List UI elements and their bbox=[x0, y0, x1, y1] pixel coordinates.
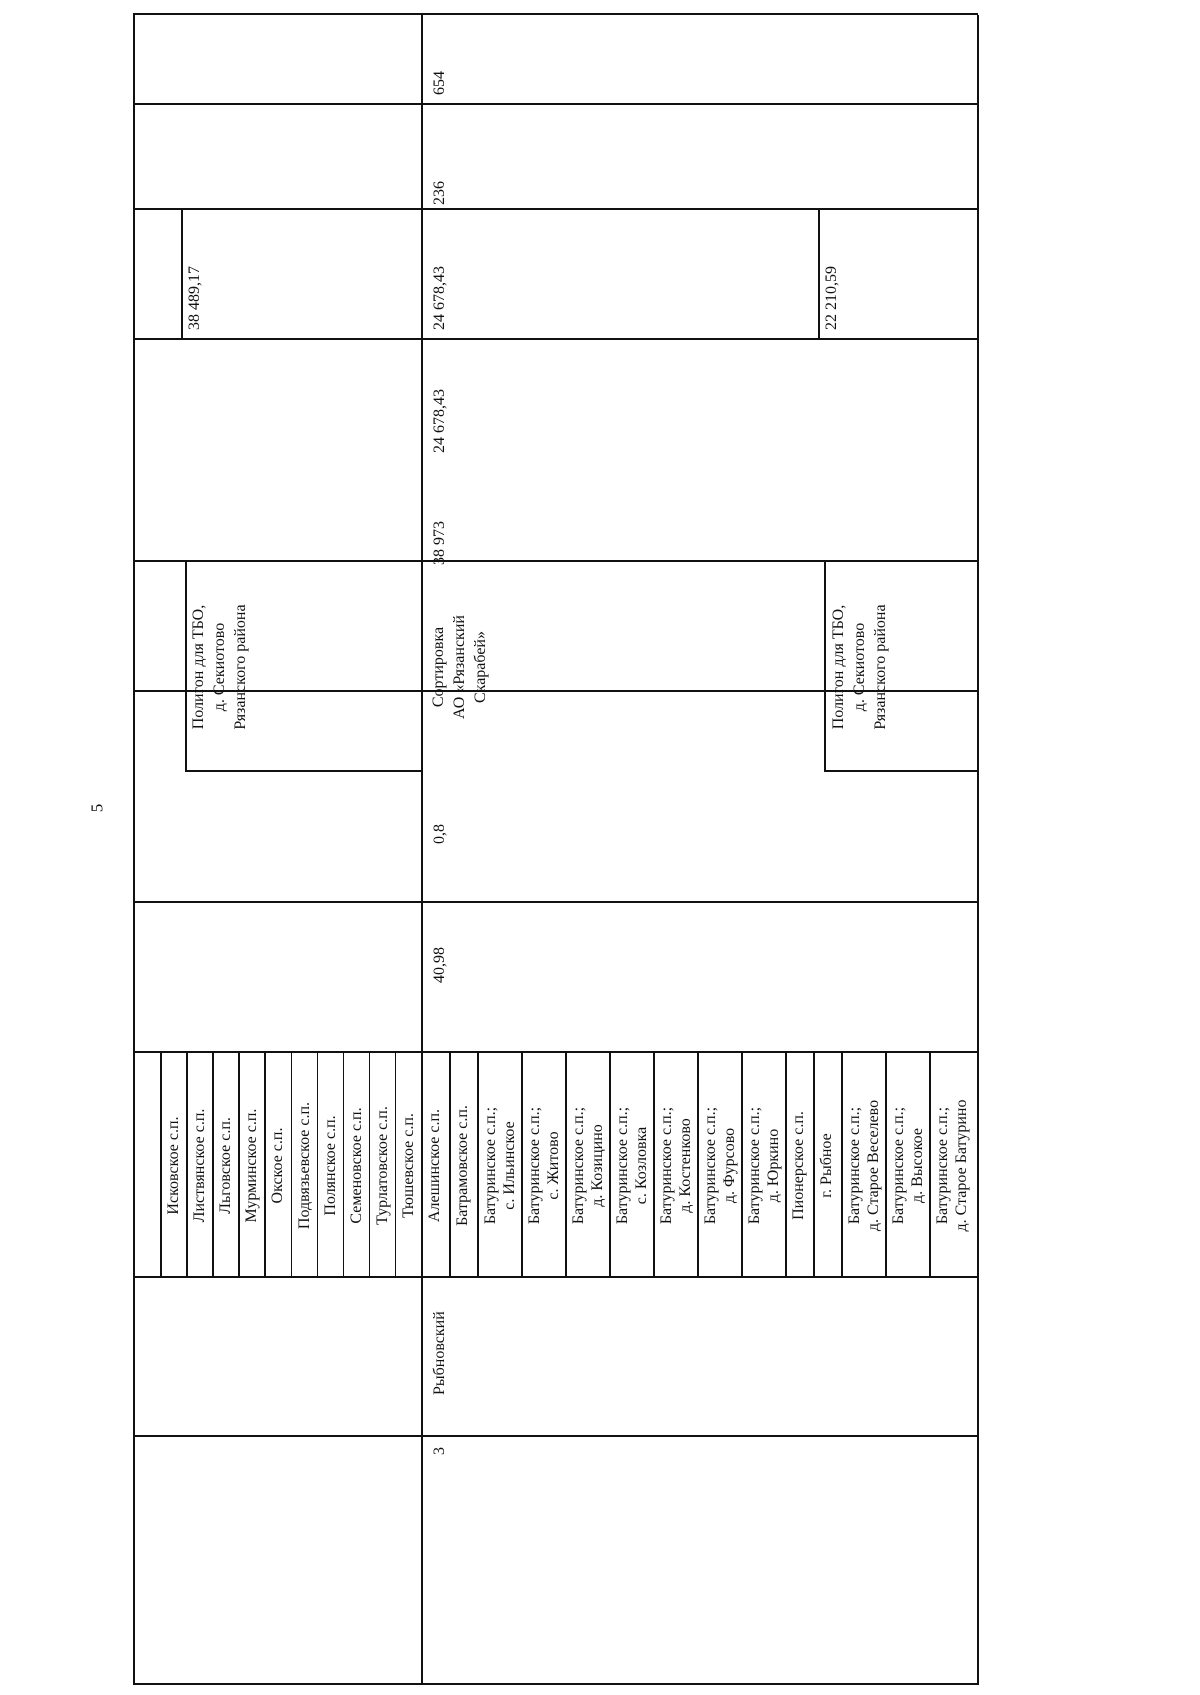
col-number-divider bbox=[133, 1436, 978, 1438]
row3-settlement-separator bbox=[449, 1053, 451, 1278]
row3-transferred-volume-1: 24 678,43 bbox=[431, 266, 448, 330]
row3-settlement-line: д. Костенково bbox=[677, 1118, 694, 1213]
prev-settlement-item: Семеновское с.п. bbox=[347, 1107, 365, 1224]
row3-settlement-line: Батуринское с.п.; bbox=[482, 1106, 499, 1225]
row3-settlement-line: Батуринское с.п.; bbox=[746, 1106, 763, 1225]
row3-sorted-volume: 24 678,43 bbox=[431, 389, 448, 453]
row3-settlement-line: д. Высокое bbox=[909, 1128, 926, 1203]
row3-settlement-separator bbox=[813, 1053, 815, 1278]
row3-settlement-separator bbox=[841, 1053, 843, 1278]
row-divider-group bbox=[421, 15, 423, 1685]
row3-settlement-item bbox=[657, 1058, 695, 1273]
row3-settlement-separator bbox=[785, 1053, 787, 1278]
row3-settlement-line: Батуринское с.п.; bbox=[526, 1106, 543, 1225]
row3-settlement-line: Батуринское с.п.; bbox=[702, 1106, 719, 1225]
row3-settlement-line: г. Рыбное bbox=[818, 1133, 835, 1198]
row3-settlement-item bbox=[745, 1058, 783, 1273]
row3-settlement-line: с. Козловка bbox=[633, 1126, 650, 1205]
row3-settlement-line: д. Фурсово bbox=[721, 1127, 738, 1204]
row3-settlement-item bbox=[701, 1058, 739, 1273]
row3-sorting-line-1: Сортировка bbox=[430, 626, 447, 708]
row3-settlement-line: Батуринское с.п.; bbox=[658, 1106, 675, 1225]
row3-settlement-line: Алешинское с.п. bbox=[426, 1108, 443, 1223]
row3-settlement-line: Батуринское с.п.; bbox=[890, 1106, 907, 1225]
prev-settlement-separator bbox=[369, 1053, 371, 1278]
table-right-border bbox=[133, 14, 978, 16]
row3-density: 0,8 bbox=[431, 824, 448, 844]
row3-landfill bbox=[828, 567, 891, 767]
prev-facility-box-top bbox=[185, 562, 187, 772]
prev-settlement-separator bbox=[317, 1053, 319, 1278]
prev-settlement-item: Мурминское с.п. bbox=[243, 1108, 261, 1223]
row3-landfill-line-3: Рязанского района bbox=[872, 604, 889, 730]
prev-settlement-item: Листвянское с.п. bbox=[191, 1108, 209, 1223]
row3-transfer2-box-top bbox=[818, 210, 820, 340]
row3-settlement-line: Батуринское с.п.; bbox=[614, 1106, 631, 1225]
prev-facility-line-1: Полигон для ТБО, bbox=[190, 604, 207, 730]
row3-sorting-line-3: Скарабей» bbox=[472, 631, 489, 703]
row3-settlement-separator bbox=[885, 1053, 887, 1278]
col-transferred-divider bbox=[133, 104, 978, 106]
prev-facility-line-3: Рязанского района bbox=[232, 604, 249, 730]
table-left-border bbox=[133, 1684, 978, 1686]
row3-settlement-line: д. Старое Веселево bbox=[865, 1099, 882, 1232]
row3-settlement-separator bbox=[565, 1053, 567, 1278]
row3-landfill-line-2: д. Секиотово bbox=[851, 622, 868, 712]
prev-settlement-item: Подвязьевское с.п. bbox=[295, 1101, 313, 1230]
prev-settlement-item: Льговское с.п. bbox=[217, 1117, 235, 1214]
row3-settlement-line: д. Козицино bbox=[589, 1124, 606, 1207]
row3-settlement-item bbox=[613, 1058, 651, 1273]
prev-settlement-item: Полянское с.п. bbox=[321, 1115, 339, 1216]
row3-number: 3 bbox=[431, 1447, 448, 1455]
prev-settlement-item: Исковское с.п. bbox=[165, 1116, 182, 1215]
prev-settlement-item: Турлатовское с.п. bbox=[373, 1106, 391, 1225]
row3-landfill-line-1: Полигон для ТБО, bbox=[830, 604, 847, 730]
row3-settlement-line: Пионерское с.п. bbox=[790, 1111, 807, 1220]
col-facility-divider bbox=[133, 561, 978, 563]
row3-sorting-facility bbox=[428, 567, 491, 767]
row3-settlement-item bbox=[889, 1058, 927, 1273]
table-bottom-border bbox=[977, 15, 979, 1685]
row3-settlement-item bbox=[933, 1058, 971, 1273]
row3-col-654: 654 bbox=[431, 71, 448, 95]
row3-settlement-line: с. Ильинское bbox=[501, 1121, 518, 1210]
row3-settlement-line: Батуринское с.п.; bbox=[846, 1106, 863, 1225]
row3-settlement-line: Батуринское с.п.; bbox=[570, 1106, 587, 1225]
prev-settlement-separator bbox=[343, 1053, 345, 1278]
row3-sorting-line-2: АО «Рязанский bbox=[451, 615, 468, 719]
row3-settlement-item bbox=[453, 1058, 472, 1273]
row3-settlement-item bbox=[789, 1058, 808, 1273]
prev-settlement-separator bbox=[212, 1053, 214, 1278]
prev-transferred-volume: 38 489,17 bbox=[186, 266, 203, 330]
row3-settlement-item bbox=[817, 1058, 836, 1273]
col-formed-divider bbox=[133, 339, 978, 341]
row3-settlement-item bbox=[845, 1058, 883, 1273]
col-sorted-divider bbox=[133, 209, 978, 211]
prev-settlement-item: Окское с.п. bbox=[269, 1127, 287, 1204]
prev-settlement-box-top bbox=[160, 1053, 162, 1278]
prev-facility-box-left bbox=[185, 771, 421, 773]
row3-formed-volume: 38 973 bbox=[431, 521, 448, 565]
prev-transfer-box-top bbox=[181, 210, 183, 340]
row3-col-236: 236 bbox=[431, 181, 448, 205]
row3-area: 40,98 bbox=[431, 947, 448, 983]
col-area-divider bbox=[133, 902, 978, 904]
row3-settlement-item bbox=[525, 1058, 563, 1273]
row3-settlement-separator bbox=[609, 1053, 611, 1278]
row3-settlement-item bbox=[481, 1058, 519, 1273]
row3-settlement-line: д. Юркино bbox=[765, 1128, 782, 1203]
row3-settlement-line: Батуринское с.п.; bbox=[934, 1106, 951, 1225]
row3-settlement-separator bbox=[477, 1053, 479, 1278]
prev-settlement-separator bbox=[238, 1053, 240, 1278]
row3-landfill-box-top bbox=[824, 562, 826, 772]
prev-settlement-item: Тюшевское с.п. bbox=[399, 1113, 417, 1218]
row3-landfill-box-left bbox=[824, 771, 978, 773]
row3-settlement-separator bbox=[521, 1053, 523, 1278]
row3-settlement-line: д. Старое Батурино bbox=[953, 1099, 970, 1232]
col-settlement-divider bbox=[133, 1052, 978, 1054]
row3-settlement-item bbox=[425, 1058, 444, 1273]
row3-settlement-separator bbox=[697, 1053, 699, 1278]
prev-facility-line-2: д. Секиотово bbox=[211, 622, 228, 712]
row3-settlement-separator bbox=[653, 1053, 655, 1278]
row3-district: Рыбновский bbox=[431, 1311, 448, 1395]
row3-settlement-line: Батрамовское с.п. bbox=[454, 1105, 471, 1226]
prev-settlement-separator bbox=[264, 1053, 266, 1278]
row3-settlement-separator bbox=[929, 1053, 931, 1278]
row3-settlement-separator bbox=[741, 1053, 743, 1278]
prev-settlement-separator bbox=[186, 1053, 188, 1278]
col-district-divider bbox=[133, 1277, 978, 1279]
row3-settlement-item bbox=[569, 1058, 607, 1273]
table-top-border bbox=[133, 15, 135, 1685]
row3-transferred-volume-2: 22 210,59 bbox=[823, 266, 840, 330]
page-number: 5 bbox=[87, 803, 107, 813]
prev-facility-label bbox=[188, 567, 251, 767]
row3-settlement-line: с. Житово bbox=[545, 1131, 562, 1200]
prev-settlement-separator bbox=[395, 1053, 397, 1278]
prev-settlement-separator bbox=[291, 1053, 293, 1278]
